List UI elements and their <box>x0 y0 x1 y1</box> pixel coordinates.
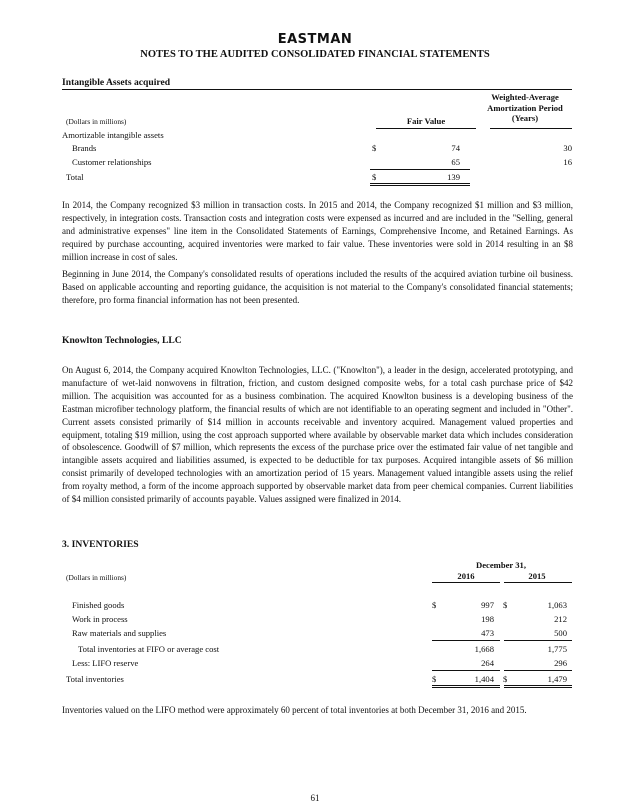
total-inventories-2015: 1,479 <box>547 674 567 684</box>
fair-value-header-rule <box>376 128 476 129</box>
total-rule-2016-b <box>432 687 500 688</box>
period-header-line-1: Weighted-Average <box>491 92 559 102</box>
raw-materials-2016: 473 <box>481 628 494 638</box>
intangible-units: (Dollars in millions) <box>66 117 127 126</box>
total-rule-2015-b <box>504 687 572 688</box>
total-rule-2016-a <box>432 685 500 686</box>
page-number: 61 <box>310 793 320 803</box>
work-in-process-2015: 212 <box>554 614 567 624</box>
lifo-rule-2015 <box>504 670 572 671</box>
intangible-total-label: Total <box>66 172 84 182</box>
finished-goods-label: Finished goods <box>72 600 125 610</box>
intangible-top-rule <box>62 89 572 90</box>
intangible-total-value: 139 <box>447 172 460 182</box>
finished-goods-2015: 1,063 <box>547 600 567 610</box>
intangible-total-rule-1 <box>370 183 470 184</box>
aviation-oil-paragraph: Beginning in June 2014, the Company's consolidated results of operations included the results of the acquired aviation turbine oil business. Based on applicable accounting and reporting guidance, the acquisition is not material to the Company's consolidated financial statements; therefore, pro forma financial information has not been presented. <box>62 269 573 305</box>
brands-value: 74 <box>451 143 460 153</box>
total-inventories-label: Total inventories <box>66 674 124 684</box>
raw-materials-label: Raw materials and supplies <box>72 628 167 638</box>
transaction-costs-paragraph: In 2014, the Company recognized $3 million in transaction costs. In 2015 and 2014, the Company recognized $1 million and $3 million, respectively, in integration costs. Transaction costs and integration costs were expensed as incurred and are included in the "Selling, general and administrative expenses" line item in the Consolidated Statements of Earnings, Comprehensive Income, and Retained Earnings. As required by purchase accounting, acquired inventories were marked to fair value. These inventories were sold in 2014 resulting in an $8 million increase in cost of sales. <box>62 200 573 262</box>
work-in-process-label: Work in process <box>72 614 128 624</box>
total-inventories-currency-2015: $ <box>503 674 508 684</box>
intangible-total-currency: $ <box>372 172 377 182</box>
inventories-period-header: December 31, <box>476 560 526 570</box>
raw-materials-rule-2015 <box>504 640 572 641</box>
brands-currency: $ <box>372 143 377 153</box>
year-2015-rule <box>504 582 572 583</box>
lifo-rule-2016 <box>432 670 500 671</box>
inventories-units: (Dollars in millions) <box>66 573 127 582</box>
knowlton-title: Knowlton Technologies, LLC <box>62 335 182 346</box>
lifo-reserve-2016: 264 <box>481 658 494 668</box>
customer-relationships-value: 65 <box>451 157 460 167</box>
raw-materials-rule-2016 <box>432 640 500 641</box>
total-inventories-2016: 1,404 <box>474 674 494 684</box>
knowlton-paragraph: On August 6, 2014, the Company acquired Knowlton Technologies, LLC. ("Knowlton"), a leader in the design, accelerated prototyping, and manufacture of wet-laid nonwovens in filtration, friction, and custom designed composite webs, for a total cash purchase price of $42 million. The acquisition was accounted for as a business combination. The acquired Knowlton business is a developing business of the Eastman microfiber technology platform, the financial results of which are not identifiable to an operating segment and included in "Other". Current assets consisted primarily of $14 million in accounts receivable and inventory acquired. Management valued properties and equipment, totaling $19 million, using the cost approach supported where available by observable market data which includes consideration of obsolescence. Goodwill of $7 million, which represents the excess of the purchase price over the estimated fair value of net tangible and intangible assets acquired and liabilities assumed, is expected to be deductible for tax purposes. Acquired intangible assets of $6 million consist primarily of developed technologies with an amortization period of 15 years. Management valued intangible assets using the relief from royalty method, a form of the income approach supported by observable market data from peer chemical companies. Current liabilities of $4 million consisted primarily of accounts payable. Values assigned were finalized in 2014. <box>62 365 573 505</box>
finished-goods-currency-2016: $ <box>432 600 437 610</box>
work-in-process-2016: 198 <box>481 614 494 624</box>
lifo-reserve-label: Less: LIFO reserve <box>72 658 139 668</box>
period-header-line-3: (Years) <box>511 113 539 123</box>
finished-goods-2016: 997 <box>481 600 494 610</box>
page-heading: NOTES TO THE AUDITED CONSOLIDATED FINANCIAL STATEMENTS <box>140 49 490 60</box>
lifo-reserve-2015: 296 <box>554 658 567 668</box>
eastman-logo: EASTMAN <box>277 32 353 47</box>
year-2016-rule <box>432 582 500 583</box>
period-header-line-2: Amortization Period <box>487 102 563 113</box>
finished-goods-currency-2015: $ <box>503 600 508 610</box>
year-2015-header: 2015 <box>528 571 546 581</box>
intangible-subtotal-rule <box>370 169 470 170</box>
brands-label: Brands <box>72 143 97 153</box>
fair-value-header: Fair Value <box>406 116 446 126</box>
intangible-section-title: Intangible Assets acquired <box>62 77 171 88</box>
raw-materials-2015: 500 <box>554 628 567 638</box>
intangible-group-label: Amortizable intangible assets <box>62 130 164 140</box>
customer-relationships-years: 16 <box>563 157 572 167</box>
intangible-total-rule-2 <box>370 185 470 186</box>
customer-relationships-label: Customer relationships <box>72 157 152 167</box>
year-2016-header: 2016 <box>457 571 475 581</box>
fifo-total-2015: 1,775 <box>547 644 567 654</box>
brands-years: 30 <box>563 143 572 153</box>
total-rule-2015-a <box>504 685 572 686</box>
fifo-total-2016: 1,668 <box>474 644 494 654</box>
intangible-period-header <box>455 92 595 124</box>
total-inventories-currency-2016: $ <box>432 674 437 684</box>
lifo-note-paragraph: Inventories valued on the LIFO method were approximately 60 percent of total inventories at both December 31, 2016 and 2015. <box>62 705 527 715</box>
fifo-total-label: Total inventories at FIFO or average cost <box>78 644 220 654</box>
inventories-title: 3. INVENTORIES <box>62 539 139 550</box>
period-header-rule <box>490 128 572 129</box>
